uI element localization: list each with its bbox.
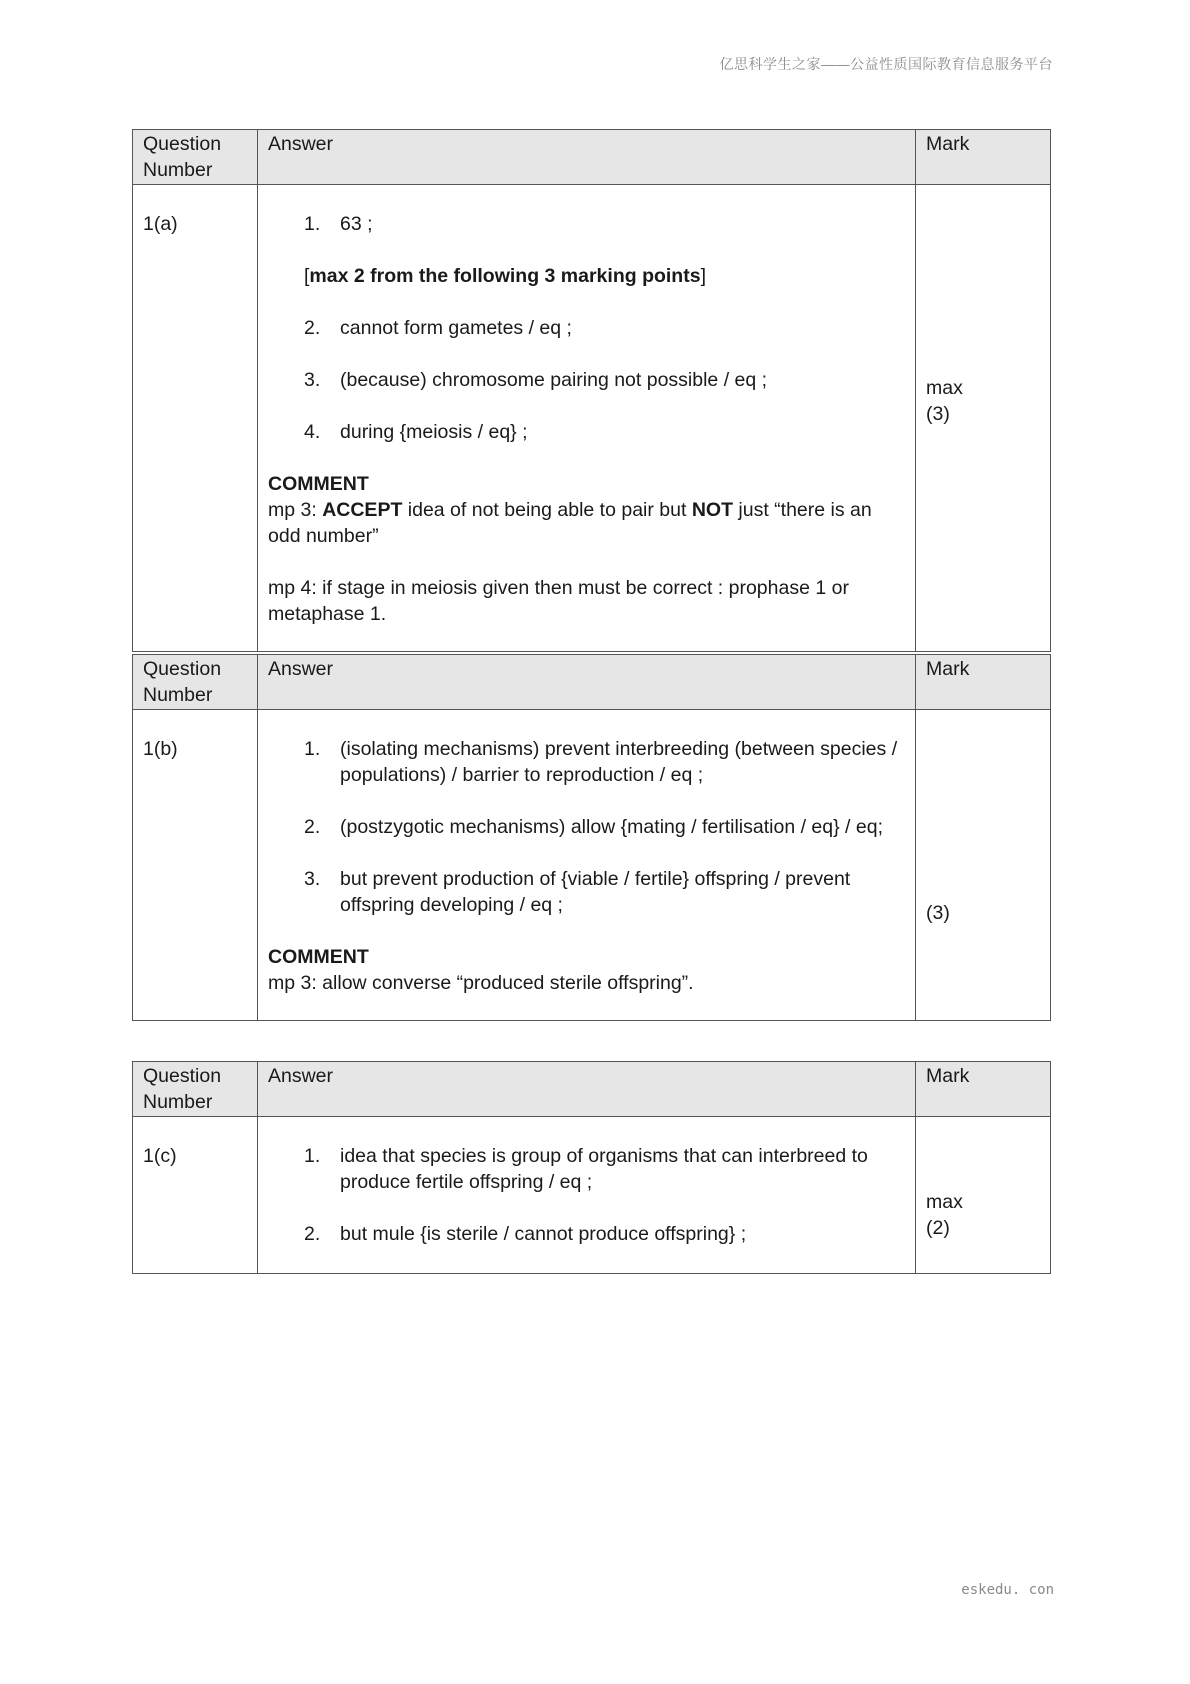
marking-point: 1. idea that species is group of organisms that can interbreed to produce fertile offspring / eq ; [304, 1145, 868, 1193]
header-answer: Answer [258, 130, 916, 185]
table-header-row [133, 130, 1051, 185]
mark-max: max [926, 377, 963, 399]
header-mark: Mark [916, 1062, 1051, 1117]
mark-cell [916, 185, 1051, 652]
table-header-row [133, 655, 1051, 710]
marking-point: 2. cannot form gametes / eq ; [304, 317, 572, 339]
marking-point: 2. (postzygotic mechanisms) allow {mating / fertilisation / eq} / eq; [304, 816, 883, 838]
mark-cell [916, 710, 1051, 1021]
marking-point: 1. 63 ; [304, 213, 373, 235]
comment-title: COMMENT [268, 946, 369, 968]
markscheme-table-1c [132, 1061, 1051, 1274]
header-question-number: Question Number [133, 655, 258, 710]
mark-max: max [926, 1191, 963, 1213]
header-mark: Mark [916, 655, 1051, 710]
header-answer: Answer [258, 655, 916, 710]
comment-title: COMMENT [268, 473, 369, 495]
table-header-row [133, 1062, 1051, 1117]
answer-cell [258, 710, 916, 1021]
question-number: 1(a) [133, 185, 258, 652]
comment-block [268, 944, 899, 996]
marking-point: 4. during {meiosis / eq} ; [304, 421, 528, 443]
answer-cell [258, 1117, 916, 1274]
max-note: [max 2 from the following 3 marking points] [304, 265, 706, 287]
mark-value: (2) [926, 1217, 950, 1239]
header-question-number: Question Number [133, 1062, 258, 1117]
marking-point: 2. but mule {is sterile / cannot produce offspring} ; [304, 1223, 747, 1245]
question-number: 1(b) [133, 710, 258, 1021]
comment-text: mp 4: if stage in meiosis given then must be correct : prophase 1 or metaphase 1. [268, 577, 849, 625]
comment-block [268, 471, 899, 627]
table-row [133, 710, 1051, 1021]
mark-cell [916, 1117, 1051, 1274]
mark-value: (3) [926, 403, 950, 425]
marking-point: 1. (isolating mechanisms) prevent interbreeding (between species / populations) / barrier to reproduction / eq ; [304, 738, 898, 786]
footer-site-text: eskedu. con [961, 1582, 1054, 1598]
markscheme-table-1b [132, 654, 1051, 1021]
table-row [133, 185, 1051, 652]
comment-text: mp 3: ACCEPT idea of not being able to pair but NOT just “there is an odd number” [268, 499, 872, 547]
header-site-text: 亿思科学生之家——公益性质国际教育信息服务平台 [719, 56, 1053, 72]
header-question-number: Question Number [133, 130, 258, 185]
markscheme-table-1a [132, 129, 1051, 652]
table-row [133, 1117, 1051, 1274]
question-number: 1(c) [133, 1117, 258, 1274]
mark-value: (3) [926, 902, 950, 924]
answer-cell [258, 185, 916, 652]
header-mark: Mark [916, 130, 1051, 185]
comment-text: mp 3: allow converse “produced sterile offspring”. [268, 972, 694, 994]
marking-point: 3. (because) chromosome pairing not possible / eq ; [304, 369, 768, 391]
marking-point: 3. but prevent production of {viable / fertile} offspring / prevent offspring developing / eq ; [304, 868, 851, 916]
header-answer: Answer [258, 1062, 916, 1117]
